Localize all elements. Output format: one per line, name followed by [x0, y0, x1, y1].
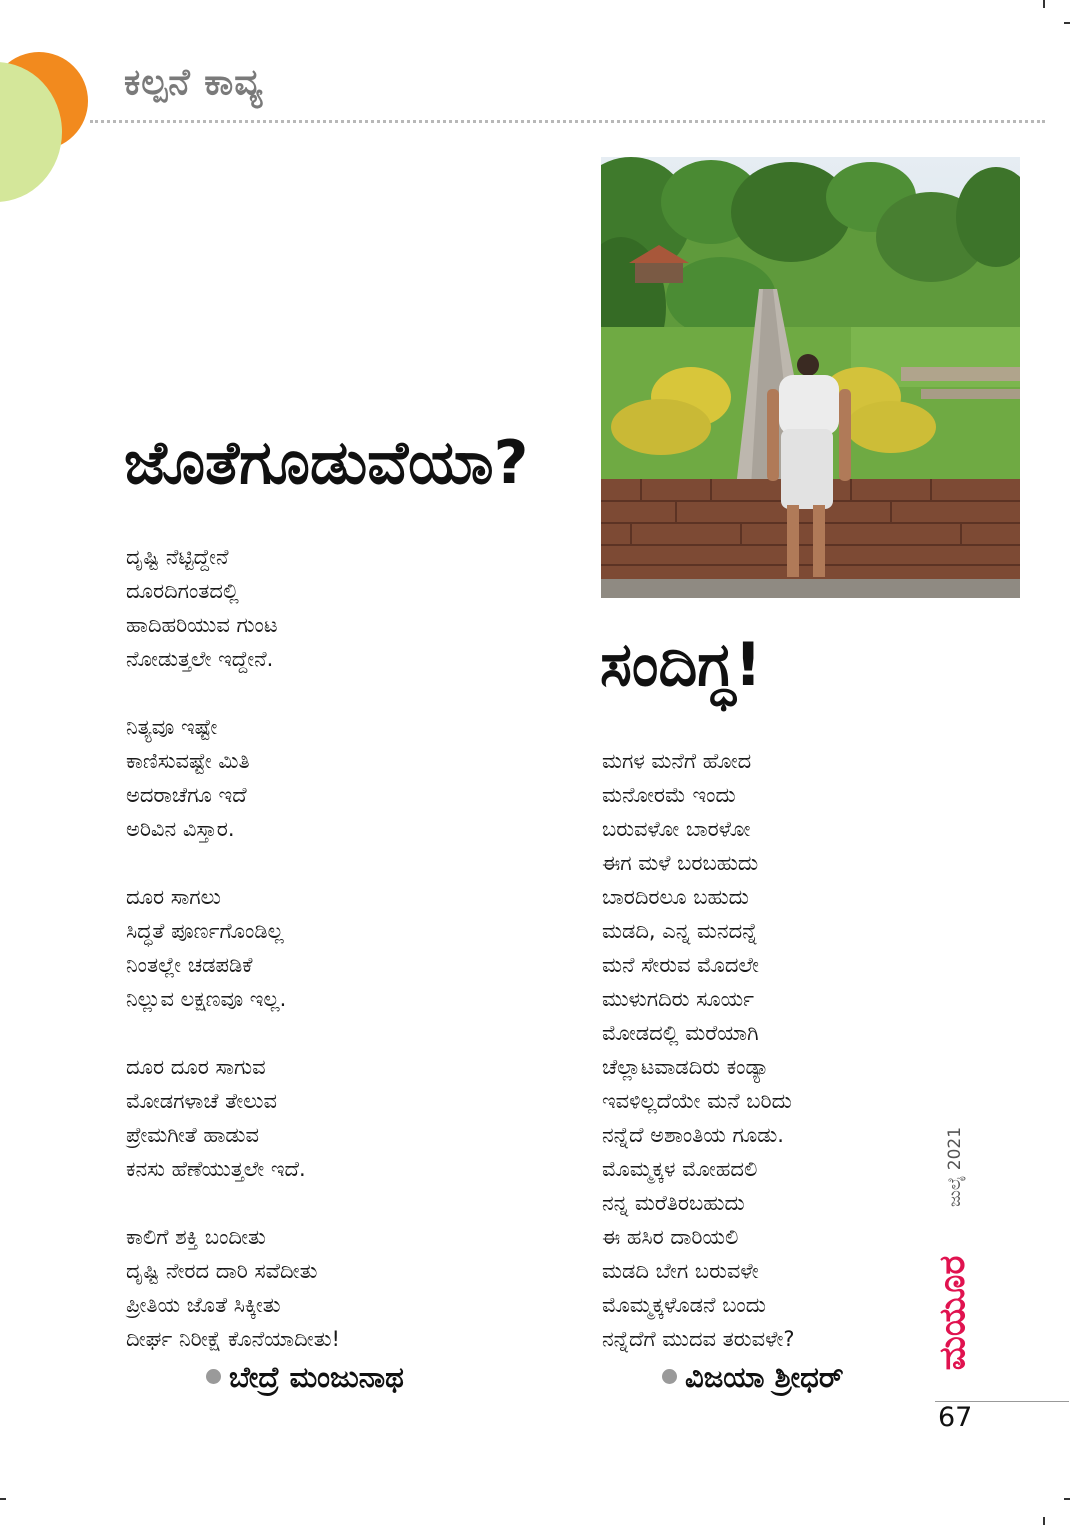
- poem1-line: ನಿಲ್ಲುವ ಲಕ್ಷಣವೂ ಇಲ್ಲ.: [126, 987, 287, 1011]
- poem1-line: ಕಾಲಿಗೆ ಶಕ್ತಿ ಬಂದೀತು: [126, 1225, 266, 1249]
- poem1-line: ದೃಷ್ಟಿ ನೆಟ್ಟಿದ್ದೇನೆ: [126, 545, 229, 569]
- poem1-line: ಪ್ರೀತಿಯ ಜೊತೆ ಸಿಕ್ಕೀತು: [126, 1293, 281, 1317]
- poem2-line: ಬರುವಳೋ ಬಾರಳೋ: [602, 817, 751, 841]
- garden-path-photo: [601, 157, 1020, 598]
- magazine-name: ಮಯೂರ: [932, 1255, 973, 1371]
- bullet-dot-icon: [206, 1369, 221, 1384]
- poem2-title: ಸಂದಿಗ್ಧ!: [600, 630, 762, 700]
- poem1-author: [206, 1360, 404, 1395]
- poem1-line: ದೀರ್ಘ ನಿರೀಕ್ಷೆ ಕೊನೆಯಾದೀತು!: [126, 1327, 340, 1351]
- poem2-line: ಬಾರದಿರಲೂ ಬಹುದು: [602, 885, 749, 909]
- poem2-body: [602, 744, 932, 1356]
- poem2-author: [662, 1360, 844, 1395]
- poem1-line: ಮೋಡಗಳಾಚೆ ತೇಲುವ: [126, 1089, 277, 1113]
- poem1-line: ಅದರಾಚೆಗೂ ಇದೆ: [126, 783, 247, 807]
- poem2-line: ಮಡದಿ ಬೇಗ ಬರುವಳೇ: [602, 1259, 759, 1283]
- poem2-line: ಮಡದಿ, ಎನ್ನ ಮನದನ್ನೆ: [602, 919, 758, 943]
- poem1-line: ಕನಸು ಹೆಣೆಯುತ್ತಲೇ ಇದೆ.: [126, 1157, 306, 1181]
- poem1-author-name: ಬೇದ್ರೆ ಮಂಜುನಾಥ: [229, 1360, 404, 1394]
- poem2-line: ಇವಳಿಲ್ಲದೆಯೇ ಮನೆ ಬರಿದು: [602, 1089, 792, 1113]
- header-dotted-rule: [90, 120, 1045, 123]
- crop-mark-top-edge: [1064, 22, 1070, 24]
- poem1-stanza-4: [126, 1050, 566, 1186]
- poem1-line: ದೂರ ದೂರ ಸಾಗುವ: [126, 1055, 266, 1079]
- poem1-line: ದೂರದಿಗಂತದಲ್ಲಿ: [126, 579, 239, 603]
- poem2-author-name: ವಿಜಯಾ ಶ್ರೀಧರ್: [685, 1360, 844, 1394]
- poem1-line: ಪ್ರೇಮಗೀತೆ ಹಾಡುವ: [126, 1123, 259, 1147]
- issue-date: ಜುಲೈ 2021: [945, 1126, 965, 1207]
- poem1-body: [126, 540, 566, 1390]
- poem1-stanza-3: [126, 880, 566, 1016]
- poem1-stanza-5: [126, 1220, 566, 1356]
- poem1-line: ನಿಂತಲ್ಲೇ ಚಡಪಡಿಕೆ: [126, 953, 253, 977]
- page-number: 67: [938, 1402, 973, 1433]
- crop-mark-bottom-left: [0, 1498, 6, 1500]
- poem1-title: ಜೊತೆಗೂಡುವೆಯಾ?: [124, 428, 529, 498]
- poem1-line: ಅರಿವಿನ ವಿಸ್ತಾರ.: [126, 817, 235, 841]
- poem2-line: ಮನೋರಮೆ ಇಂದು: [602, 783, 736, 807]
- poem2-line: ಮೊಮ್ಮಕ್ಕಳ ಮೋಹದಲಿ: [602, 1157, 758, 1181]
- crop-mark-bottom-right: [1043, 1517, 1045, 1525]
- poem2-line: ಮೋಡದಲ್ಲಿ ಮರೆಯಾಗಿ: [602, 1021, 759, 1045]
- poem2-line: ಮೊಮ್ಮಕ್ಕಳೊಡನೆ ಬಂದು: [602, 1293, 766, 1317]
- crop-mark-bottom-edge: [1064, 1498, 1070, 1500]
- poem1-stanza-1: [126, 540, 566, 676]
- poem1-line: ನಿತ್ಯವೂ ಇಷ್ಟೇ: [126, 715, 218, 739]
- poem2-line: ಮುಳುಗದಿರು ಸೂರ್ಯ: [602, 987, 755, 1011]
- crop-mark-top-right: [1043, 0, 1045, 8]
- poem1-line: ದೂರ ಸಾಗಲು: [126, 885, 221, 909]
- poem2-line: ಚೆಲ್ಲಾಟವಾಡದಿರು ಕಂಡ್ಯಾ: [602, 1055, 770, 1079]
- poem1-line: ಹಾದಿಹರಿಯುವ ಗುಂಟ: [126, 613, 278, 637]
- poem1-line: ನೋಡುತ್ತಲೇ ಇದ್ದೇನೆ.: [126, 647, 274, 671]
- poem1-line: ಸಿದ್ಧತೆ ಪೂರ್ಣಗೊಂಡಿಲ್ಲ: [126, 919, 284, 943]
- poem2-line: ನನ್ನೆದೆಗೆ ಮುದವ ತರುವಳೇ?: [602, 1327, 795, 1351]
- poem1-line: ದೃಷ್ಟಿ ನೇರದ ದಾರಿ ಸವೆದೀತು: [126, 1259, 318, 1283]
- poem2-line: ಈ ಹಸಿರ ದಾರಿಯಲಿ: [602, 1225, 739, 1249]
- bullet-dot-icon: [662, 1369, 677, 1384]
- poem2-line: ಈಗ ಮಳೆ ಬರಬಹುದು: [602, 851, 759, 875]
- poem1-line: ಕಾಣಿಸುವಷ್ಟೇ ಮಿತಿ: [126, 749, 250, 773]
- section-title: ಕಲ್ಪನೆ ಕಾವ್ಯ: [124, 62, 264, 103]
- poem2-line: ಮನೆ ಸೇರುವ ಮೊದಲೇ: [602, 953, 759, 977]
- poem1-stanza-2: [126, 710, 566, 846]
- poem2-line: ಮಗಳ ಮನೆಗೆ ಹೋದ: [602, 749, 752, 773]
- poem2-line: ನನ್ನೆದೆ ಅಶಾಂತಿಯ ಗೂಡು.: [602, 1123, 784, 1147]
- poem2-line: ನನ್ನ ಮರೆತಿರಬಹುದು: [602, 1191, 745, 1215]
